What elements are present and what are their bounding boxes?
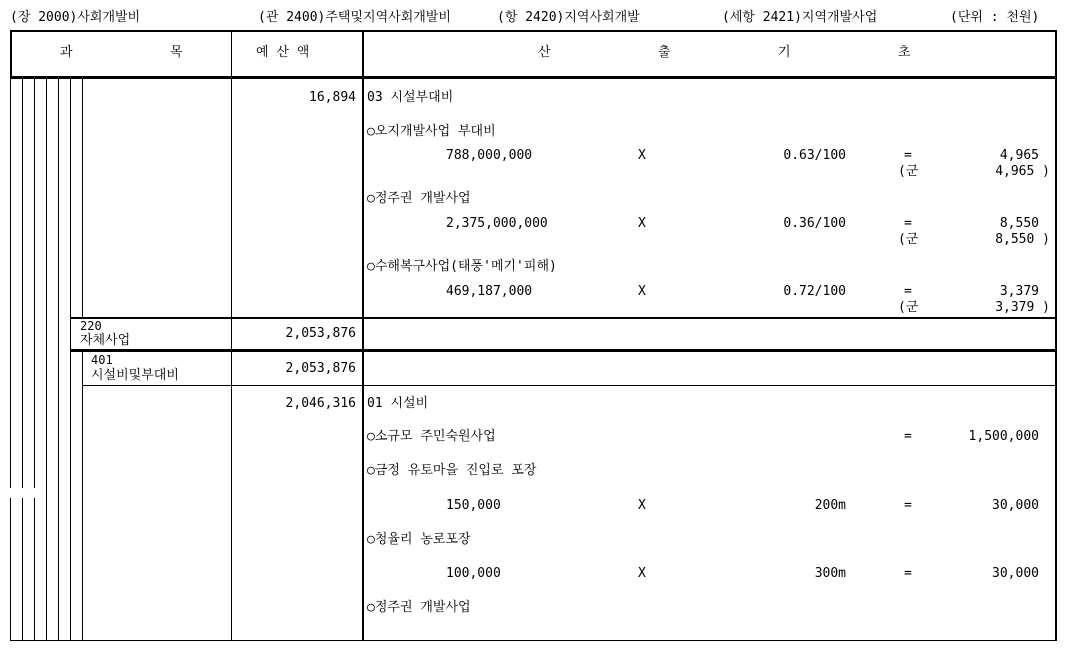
row220-code: 220 [80,319,102,333]
basis-header-1: 산 [538,45,551,60]
block2-item2-eq: = [904,498,912,513]
block1-item2-result: 8,550 [999,216,1039,231]
block2-item2-qty: 200m [814,498,846,513]
block2-item3-result: 30,000 [992,566,1039,581]
block2-item3-op: X [638,566,646,581]
block2-amount: 2,046,316 [285,396,356,411]
block2-item3-eq: = [904,566,912,581]
basis-header-2: 출 [658,45,671,60]
block1-item2-rate: 0.36/100 [783,216,846,231]
block2-title: 01 시설비 [367,396,429,411]
unit-label: (단위 : 천원) [950,10,1040,25]
block2-item2-op: X [638,498,646,513]
block2-item3-base: 100,000 [446,566,501,581]
block2-item4-name: ○정주권 개발사업 [367,600,471,615]
block1-item3-sub-value: 3,379 ) [995,300,1050,315]
block2-item2-name: ○금정 유토마을 진입로 포장 [367,463,537,478]
jang-label: (장 2000)사회개발비 [10,10,141,25]
block2-item1-eq: = [904,429,912,444]
block1-item2-eq: = [904,216,912,231]
block2-item3-qty: 300m [814,566,846,581]
block1-item1-base: 788,000,000 [446,148,533,163]
subject-header-2: 목 [170,45,183,60]
block1-item1-name: ○오지개발사업 부대비 [367,124,496,139]
block1-item3-rate: 0.72/100 [783,284,846,299]
block1-item2-sub-label: (군 [898,232,919,247]
basis-header-4: 초 [898,45,911,60]
hang-label: (항 2420)지역사회개발 [497,10,640,25]
block1-item1-eq: = [904,148,912,163]
sehang-label: (세항 2421)지역개발사업 [722,10,878,25]
block1-item3-base: 469,187,000 [446,284,533,299]
block1-item1-rate: 0.63/100 [783,148,846,163]
block1-item2-base: 2,375,000,000 [446,216,548,231]
block1-item3-name: ○수해복구사업(태풍'메기'피해) [367,259,557,274]
block1-item3-result: 3,379 [999,284,1039,299]
subject-header-1: 과 [60,45,73,60]
block1-item3-sub-label: (군 [898,300,919,315]
row401-amount: 2,053,876 [285,361,356,376]
row401-code: 401 [91,353,113,367]
row220-amount: 2,053,876 [285,326,356,341]
block1-item3-eq: = [904,284,912,299]
block2-item2-base: 150,000 [446,498,501,513]
basis-header-3: 기 [778,45,791,60]
row220-name: 자체사업 [80,333,131,348]
block1-item1-op: X [638,148,646,163]
block1-item1-sub-value: 4,965 ) [995,164,1050,179]
block1-item2-sub-value: 8,550 ) [995,232,1050,247]
budget-header: 예 산 액 [256,45,310,60]
block2-item1-result: 1,500,000 [968,429,1039,444]
block1-amount: 16,894 [309,90,356,105]
block2-item2-result: 30,000 [992,498,1039,513]
block1-item3-op: X [638,284,646,299]
block1-item2-name: ○정주권 개발사업 [367,191,471,206]
block1-item1-result: 4,965 [999,148,1039,163]
block1-title: 03 시설부대비 [367,90,454,105]
block2-item1-name: ○소규모 주민숙원사업 [367,429,496,444]
block1-item1-sub-label: (군 [898,164,919,179]
block2-item3-name: ○청율리 농로포장 [367,532,471,547]
row401-name: 시설비및부대비 [91,368,179,383]
gwan-label: (관 2400)주택및지역사회개발비 [258,10,451,25]
block1-item2-op: X [638,216,646,231]
